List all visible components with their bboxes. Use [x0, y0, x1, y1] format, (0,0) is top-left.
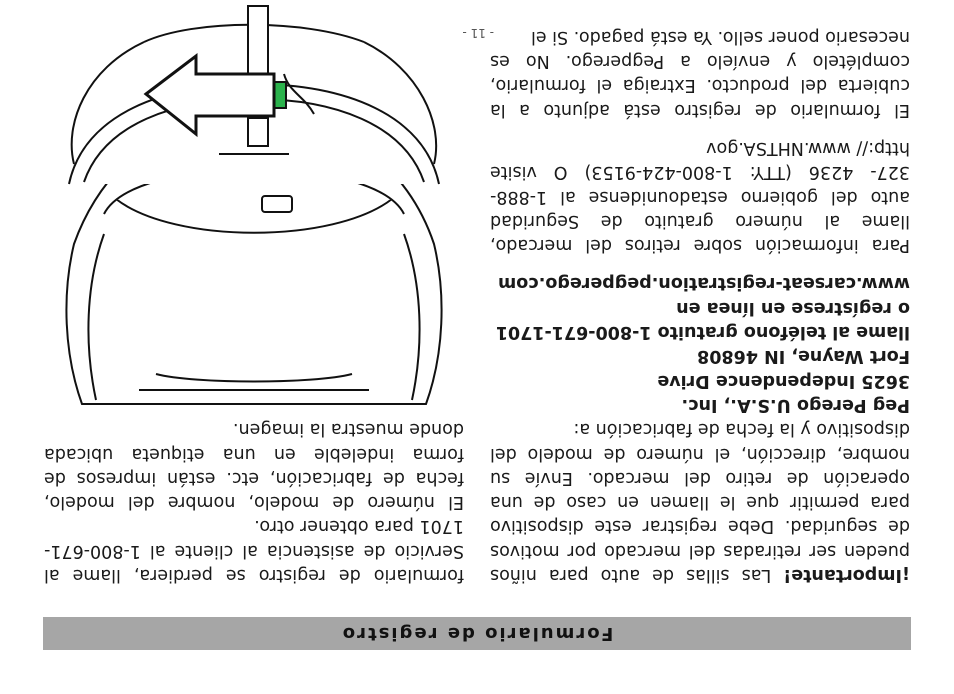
- text-line: Servicio de asistencia al cliente al 1-800-671-: [44, 540, 464, 561]
- text-line: El número de modelo, nombre del modelo,: [44, 492, 464, 513]
- car-seat-illustration: [44, 4, 464, 414]
- online-line: o regístrese en línea en: [676, 297, 910, 318]
- nhtsa-link: http:// www.NHTSA.gov: [706, 137, 910, 158]
- text-line: forma indeleble en una etiqueta ubicada: [44, 443, 464, 464]
- address-city: Fort Wayne, IN 46808: [697, 346, 910, 367]
- text-line: fecha de fabricación, etc. están impresos de: [44, 467, 464, 488]
- address-street: 3625 Independence Drive: [657, 370, 910, 391]
- section-title: Formulario de registro: [340, 623, 614, 644]
- page-number: - 11 -: [462, 26, 494, 40]
- text-line: para permitir que le llamen en caso de una: [490, 492, 910, 513]
- right-column: [44, 417, 464, 587]
- text-line: 1701 para obtener otro.: [254, 516, 464, 537]
- phone-line: llame al teléfono gratuito 1-800-671-1701: [495, 322, 910, 343]
- text-line: donde muestra la imagen.: [232, 419, 464, 440]
- left-column: [490, 24, 910, 587]
- important-line: [490, 563, 910, 587]
- recall-line: auto del gobierno estadounidense al 1-888-: [490, 186, 910, 207]
- registration-url: www.carseat-registration.pegperego.com: [498, 273, 910, 294]
- text-line: pueden ser retiradas del mercado por motivos: [490, 540, 910, 561]
- form-line: complételo y envíelo a Pegperego. No es: [490, 51, 910, 72]
- text-line: de seguridad. Debe registrar este dispositivo: [490, 516, 910, 537]
- address-company: Peg Perego U.S.A., Inc.: [681, 394, 910, 415]
- recall-line: 327- 4236 (TTY: 1-800-424-9153) O visite: [490, 162, 910, 183]
- text-line: nombre, dirección, el número de modelo del: [490, 443, 910, 464]
- section-banner: [43, 617, 911, 650]
- important-label: ¡Importante!: [783, 565, 910, 585]
- recall-line: llame al número gratuito de Seguridad: [490, 210, 910, 231]
- recall-line: Para información sobre retiros del mercado,: [490, 235, 910, 256]
- text-line: operación de retiro del mercado. Envíe su: [490, 467, 910, 488]
- important-line-rest: Las sillas de auto para niños: [490, 565, 772, 585]
- text-line: formulario de registro se perdiera, llame al: [44, 565, 464, 585]
- form-line: cubierta del producto. Extraiga el formulario,: [490, 75, 910, 96]
- form-line: necesario poner sello. Ya está pagado. Si el: [530, 26, 910, 47]
- text-line: dispositivo y la fecha de fabricación a:: [573, 419, 910, 440]
- form-line: El formulario de registro está adjunto a la: [490, 99, 910, 120]
